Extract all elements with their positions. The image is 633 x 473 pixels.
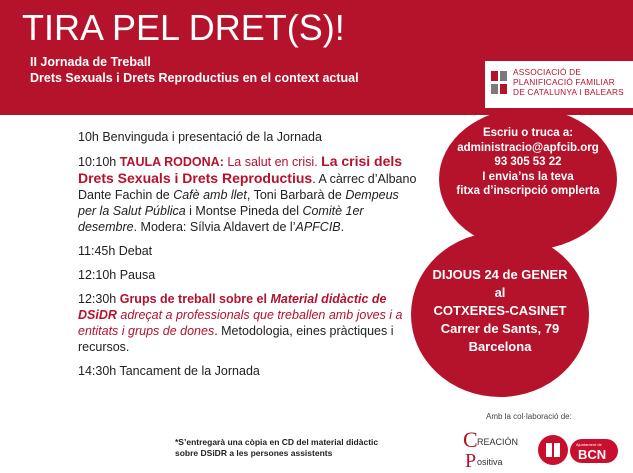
- workgroups-audience: adreçat a professionals que treballen amb joves i a entitats i grups de dones: [78, 308, 403, 338]
- org-name: APFCIB: [295, 220, 341, 234]
- logo-line: DE CATALUNYA I BALEARS: [513, 87, 624, 97]
- event-address: Carrer de Sants, 79: [440, 321, 560, 336]
- bcn-text: BCN: [578, 447, 607, 462]
- round-table-topic: La salut en crisi.: [223, 155, 322, 169]
- logo-line: ASSOCIACIÓ DE: [513, 67, 582, 77]
- program-item-welcome: 10h Benvinguda i presentació de la Jornada: [78, 130, 322, 144]
- contact-send: I envia’ns la teva: [482, 170, 574, 183]
- program-item-workgroups: [78, 291, 418, 355]
- apfcib-logo-text: [513, 67, 624, 97]
- event-al: al: [494, 285, 506, 300]
- event-venue: COTXERES-CASINET: [433, 303, 567, 318]
- workgroups-label: Grups de treball sobre el: [119, 292, 271, 306]
- text: i Montse Pineda del: [185, 204, 303, 218]
- contact-intro: Escriu o truca a:: [482, 127, 574, 139]
- creacion-positiva-logo: [463, 427, 523, 471]
- event-circle: [411, 232, 589, 397]
- text: . Modera: Sílvia Aldavert de l’: [133, 220, 296, 234]
- apfcib-logo: [485, 61, 633, 108]
- note-line: *S’entregarà una còpia en CD del material didàctic: [175, 437, 379, 447]
- material-title: Material didàctic de DSiDR: [78, 292, 387, 322]
- time: 10:10h: [78, 155, 120, 169]
- collaboration-label: Amb la col·laboració de:: [486, 412, 572, 421]
- event-city: Barcelona: [468, 339, 532, 354]
- program-item-round-table: [78, 153, 418, 235]
- org-name: Cafè amb llet: [173, 188, 247, 202]
- bcn-small-text: Ajuntament de: [576, 442, 602, 447]
- creacion-top-text: REACIÓN: [477, 437, 519, 447]
- subtitle-line-2: Drets Sexuals i Drets Reproductius en el context actual: [30, 71, 359, 85]
- org-name: Dempeus per la Salut Pública: [78, 188, 399, 218]
- ajuntament-bcn-logo: [536, 433, 620, 467]
- org-name: Comitè 1er desembre: [78, 204, 364, 234]
- text: , Toni Barbarà de: [246, 188, 346, 202]
- event-date: DIJOUS 24 de GENER: [432, 267, 568, 282]
- cd-note: [175, 437, 378, 459]
- note-line: sobre DSiDR a les persones assistents: [175, 448, 333, 458]
- text: .: [340, 220, 345, 234]
- program-item-break: 12:10h Pausa: [78, 268, 156, 282]
- round-table-headline: La crisi dels Drets Sexuals i Drets Reproductius: [78, 153, 403, 186]
- contact-email-link[interactable]: administracio@apfcib.org: [457, 141, 599, 154]
- contact-circle: [439, 108, 617, 250]
- text: . Metodologia, eines pràctiques i recursos.: [78, 324, 394, 354]
- program-item-debate: 11:45h Debat: [78, 244, 153, 258]
- round-table-label: TAULA RODONA:: [119, 155, 224, 169]
- contact-phone: 93 305 53 22: [494, 156, 562, 168]
- program-list: [78, 129, 418, 387]
- contact-form: fitxa d’inscripció omplerta: [456, 185, 600, 197]
- header-banner: [0, 0, 633, 115]
- program-item-closing: 14:30h Tancament de la Jornada: [78, 364, 260, 378]
- apfcib-logo-icon: [489, 69, 509, 97]
- creacion-bottom-text: ositiva: [477, 457, 503, 467]
- svg-text:C: C: [463, 427, 478, 452]
- logo-line: PLANIFICACIÓ FAMILIAR: [513, 77, 615, 87]
- subtitle-line-1: II Jornada de Treball: [30, 55, 151, 69]
- svg-text:P: P: [465, 450, 477, 471]
- time: 12:30h: [78, 292, 120, 306]
- page-title: TIRA PEL DRET(S)!: [22, 7, 345, 48]
- text: . A càrrec d’Albano Dante Fachin de: [78, 172, 417, 202]
